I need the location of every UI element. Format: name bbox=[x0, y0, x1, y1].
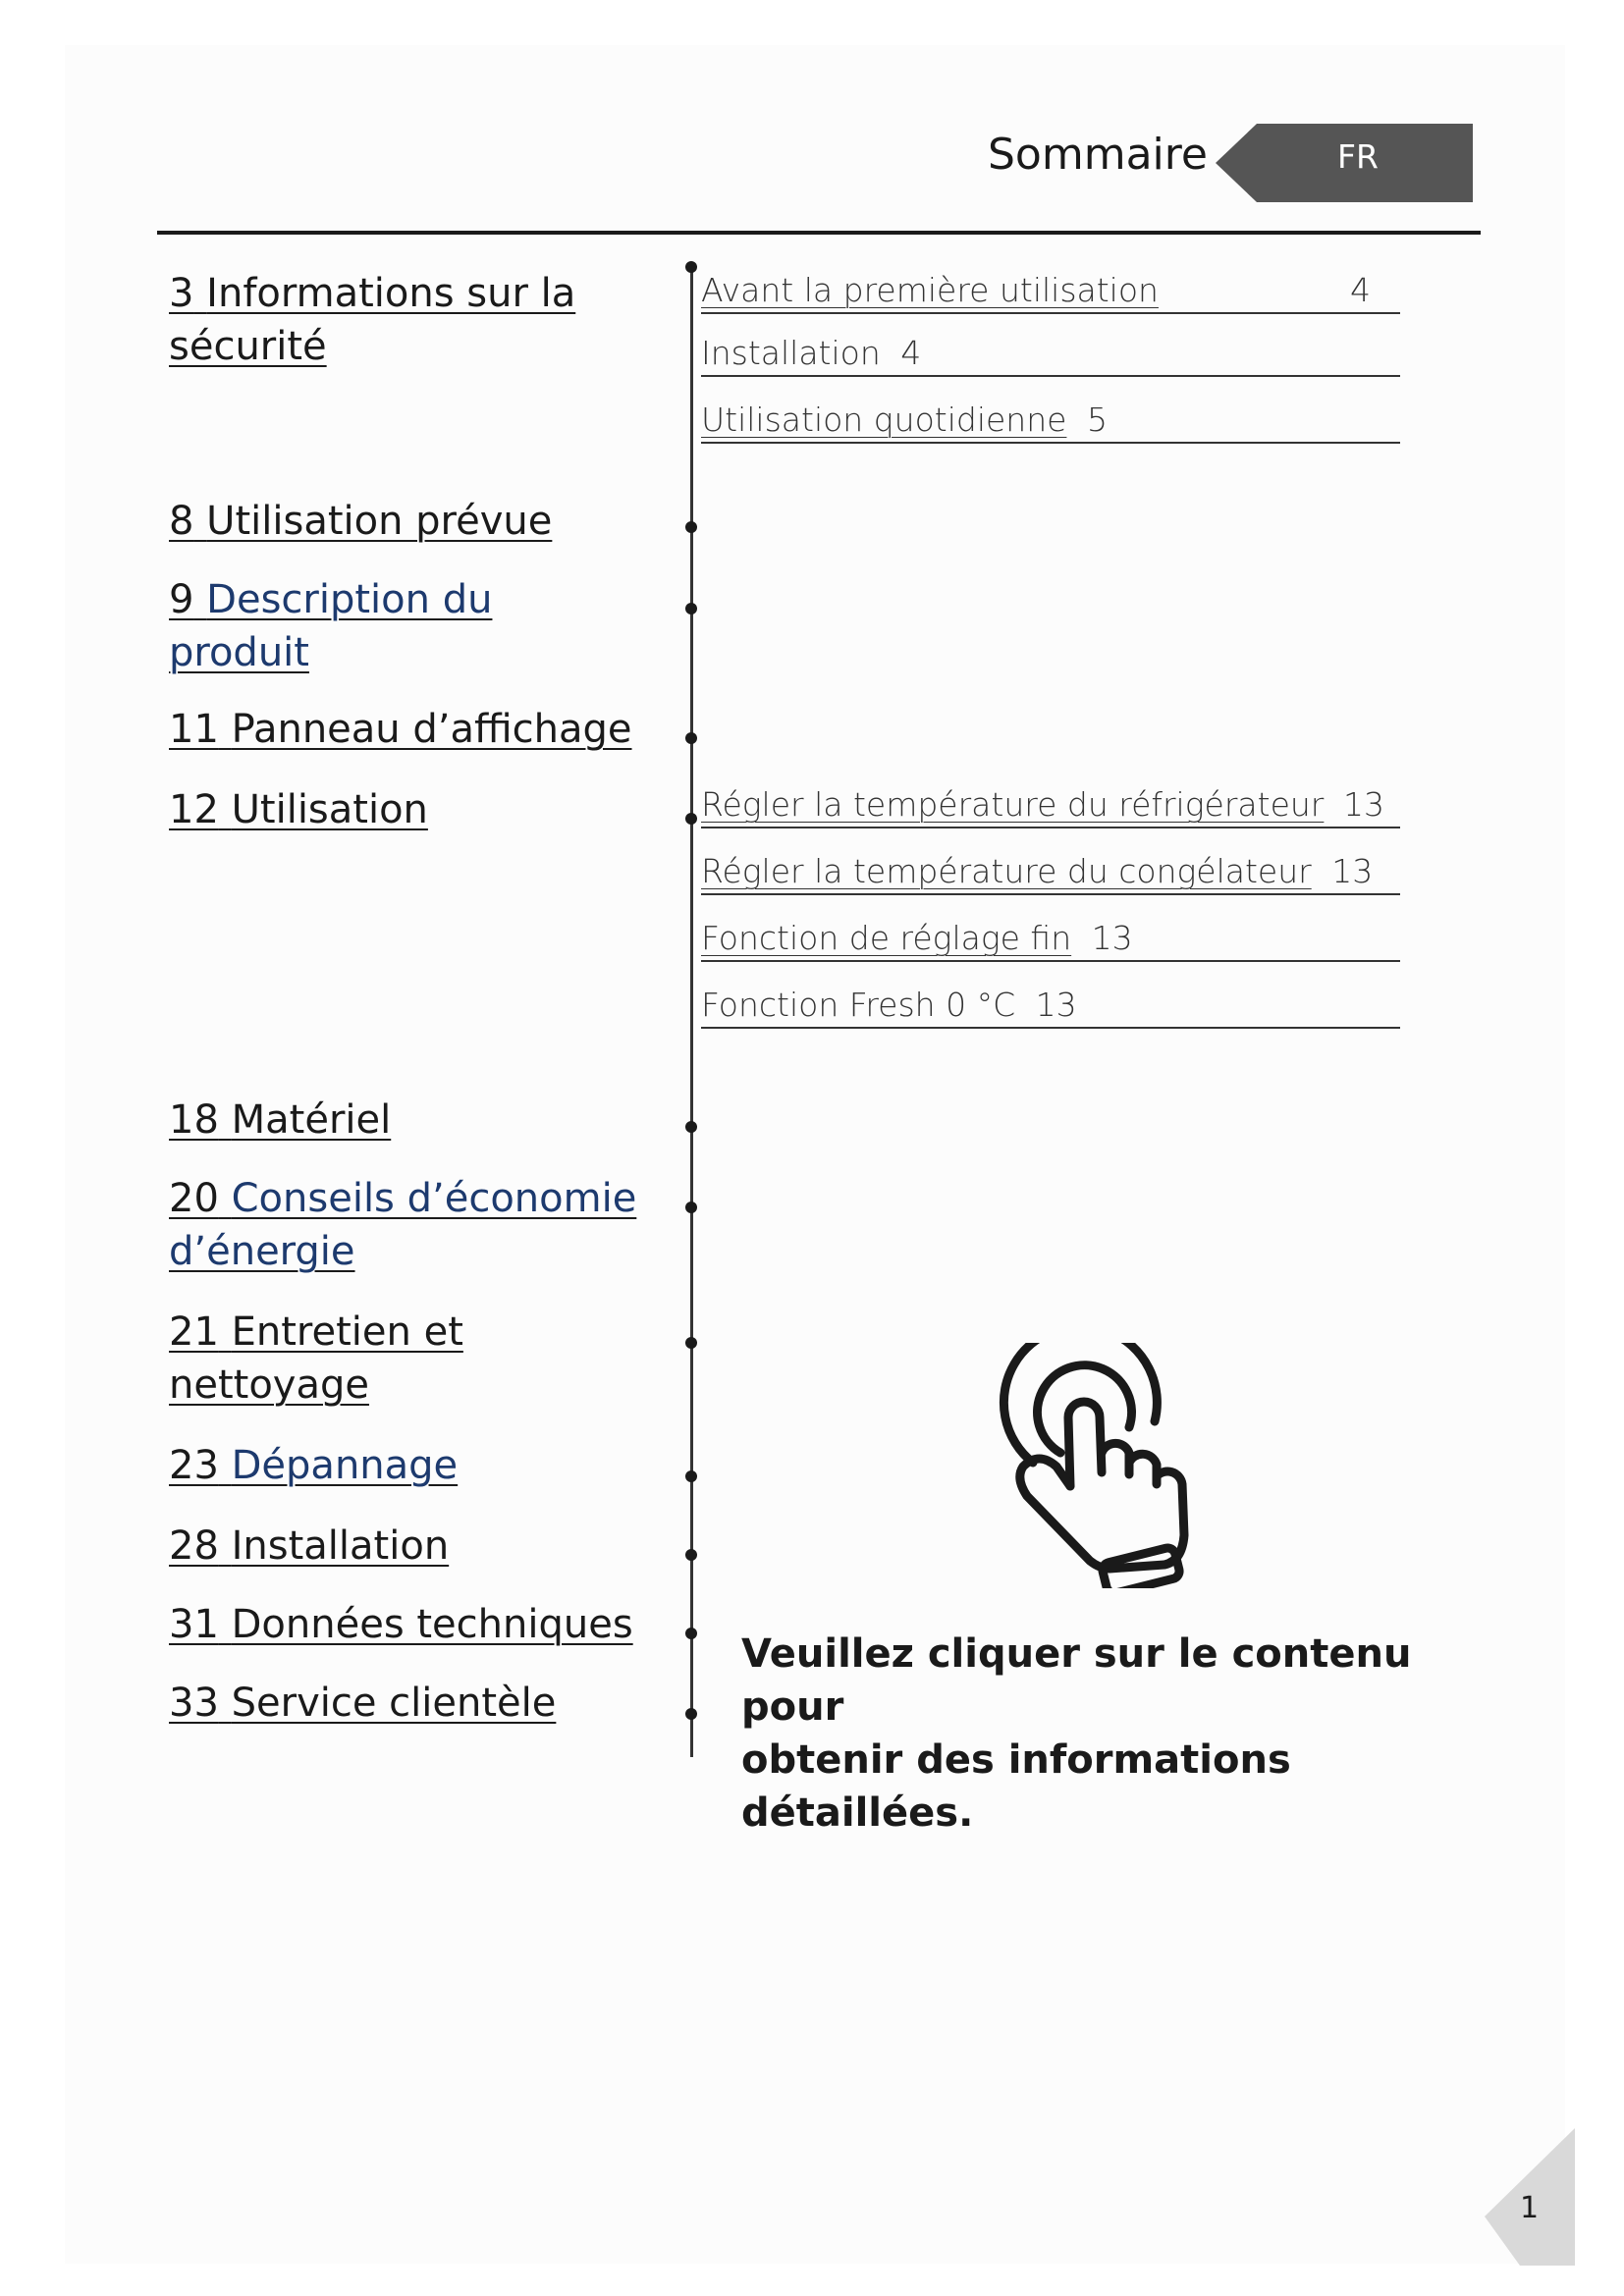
sub-entry-label: Avant la première utilisation bbox=[701, 271, 1159, 309]
page-title: Sommaire bbox=[988, 130, 1208, 180]
toc-entry-label: Description du produit bbox=[169, 577, 493, 675]
sub-entry-page: 13 bbox=[1035, 986, 1077, 1024]
toc-entry-label: Utilisation bbox=[231, 787, 428, 832]
toc-entry-number: 18 bbox=[169, 1097, 219, 1143]
sub-entry-label: Installation bbox=[701, 334, 881, 372]
sub-entry-page: 13 bbox=[1091, 919, 1133, 957]
timeline-dot bbox=[685, 603, 697, 614]
sub-entry-page: 4 bbox=[1350, 271, 1371, 309]
toc-entry-energy-saving[interactable] bbox=[169, 1172, 660, 1278]
timeline-dot bbox=[685, 1121, 697, 1133]
toc-entry-label: Service clientèle bbox=[231, 1681, 557, 1726]
sub-entry-page: 13 bbox=[1331, 852, 1374, 890]
timeline-dot bbox=[685, 813, 697, 825]
toc-entry-customer-service[interactable] bbox=[169, 1677, 556, 1730]
header-divider bbox=[157, 231, 1481, 235]
toc-entry-label: Conseils d’économie d’énergie bbox=[169, 1176, 637, 1274]
timeline-dot bbox=[685, 1549, 697, 1561]
sub-entry-daily-use[interactable] bbox=[701, 399, 1400, 444]
toc-entry-number: 28 bbox=[169, 1523, 219, 1569]
toc-entry-label: Dépannage bbox=[231, 1443, 459, 1488]
toc-entry-label: Entretien et nettoyage bbox=[169, 1309, 463, 1408]
toc-entry-care-cleaning[interactable] bbox=[169, 1306, 522, 1412]
toc-entry-usage[interactable] bbox=[169, 783, 428, 836]
sub-entry-page: 13 bbox=[1343, 785, 1384, 824]
sub-entry-installation[interactable] bbox=[701, 332, 1400, 377]
sub-entry-label: Utilisation quotidienne bbox=[701, 400, 1067, 439]
sub-entry-label: Fonction de réglage fin bbox=[701, 919, 1072, 957]
toc-entry-troubleshooting[interactable] bbox=[169, 1439, 458, 1492]
toc-entry-number: 31 bbox=[169, 1602, 219, 1647]
toc-entry-label: Données techniques bbox=[231, 1602, 633, 1647]
sub-entry-fridge-temperature[interactable] bbox=[701, 783, 1400, 828]
sub-entry-freezer-temperature[interactable] bbox=[701, 850, 1400, 895]
toc-entry-label: Informations sur la sécurité bbox=[169, 271, 576, 369]
timeline-dot bbox=[685, 521, 697, 533]
sub-entry-label: Régler la température du réfrigérateur bbox=[701, 785, 1325, 824]
timeline-dot bbox=[685, 732, 697, 744]
sub-entry-page: 5 bbox=[1086, 400, 1108, 439]
toc-entry-number: 21 bbox=[169, 1309, 219, 1355]
toc-entry-product-description[interactable] bbox=[169, 573, 552, 679]
toc-entry-number: 9 bbox=[169, 577, 194, 622]
toc-entry-safety[interactable] bbox=[169, 267, 611, 373]
toc-entry-number: 33 bbox=[169, 1681, 219, 1726]
timeline-dot bbox=[685, 261, 697, 273]
toc-entry-label: Installation bbox=[231, 1523, 450, 1569]
timeline-dot bbox=[685, 1470, 697, 1482]
toc-entry-number: 11 bbox=[169, 707, 219, 752]
timeline-dot bbox=[685, 1201, 697, 1213]
sub-entry-label: Fonction Fresh 0 °C bbox=[701, 986, 1016, 1024]
toc-entry-number: 20 bbox=[169, 1176, 219, 1221]
toc-entry-label: Matériel bbox=[231, 1097, 392, 1143]
instruction-line: obtenir des informations détaillées. bbox=[741, 1737, 1291, 1836]
instruction-line: Veuillez cliquer sur le contenu pour bbox=[741, 1631, 1412, 1730]
toc-entry-number: 12 bbox=[169, 787, 219, 832]
toc-entry-number: 23 bbox=[169, 1443, 219, 1488]
language-label: FR bbox=[1337, 137, 1379, 176]
toc-entry-label: Panneau d’affichage bbox=[231, 707, 632, 752]
toc-entry-number: 3 bbox=[169, 271, 194, 316]
toc-entry-display-panel[interactable] bbox=[169, 703, 632, 756]
toc-entry-technical-data[interactable] bbox=[169, 1598, 633, 1651]
toc-entry-material[interactable] bbox=[169, 1094, 391, 1147]
timeline-line bbox=[690, 265, 693, 1757]
page-number: 1 bbox=[1520, 2191, 1540, 2225]
timeline-dot bbox=[685, 1337, 697, 1349]
toc-entry-label: Utilisation prévue bbox=[206, 499, 553, 544]
timeline-dot bbox=[685, 1708, 697, 1720]
language-tab bbox=[1216, 124, 1473, 202]
page bbox=[65, 45, 1565, 2264]
instruction-text bbox=[741, 1628, 1488, 1840]
sub-entry-page: 4 bbox=[900, 334, 922, 372]
sub-entry-fine-adjust[interactable] bbox=[701, 917, 1400, 962]
toc-entry-number: 8 bbox=[169, 499, 194, 544]
sub-entry-label: Régler la température du congélateur bbox=[701, 852, 1312, 890]
timeline-dot bbox=[685, 1628, 697, 1639]
toc-entry-intended-use[interactable] bbox=[169, 495, 552, 548]
toc-entry-installation[interactable] bbox=[169, 1520, 449, 1573]
sub-entry-fresh-zero[interactable] bbox=[701, 984, 1400, 1029]
sub-entry-before-first-use[interactable] bbox=[701, 269, 1400, 314]
tap-hand-icon bbox=[982, 1343, 1227, 1588]
